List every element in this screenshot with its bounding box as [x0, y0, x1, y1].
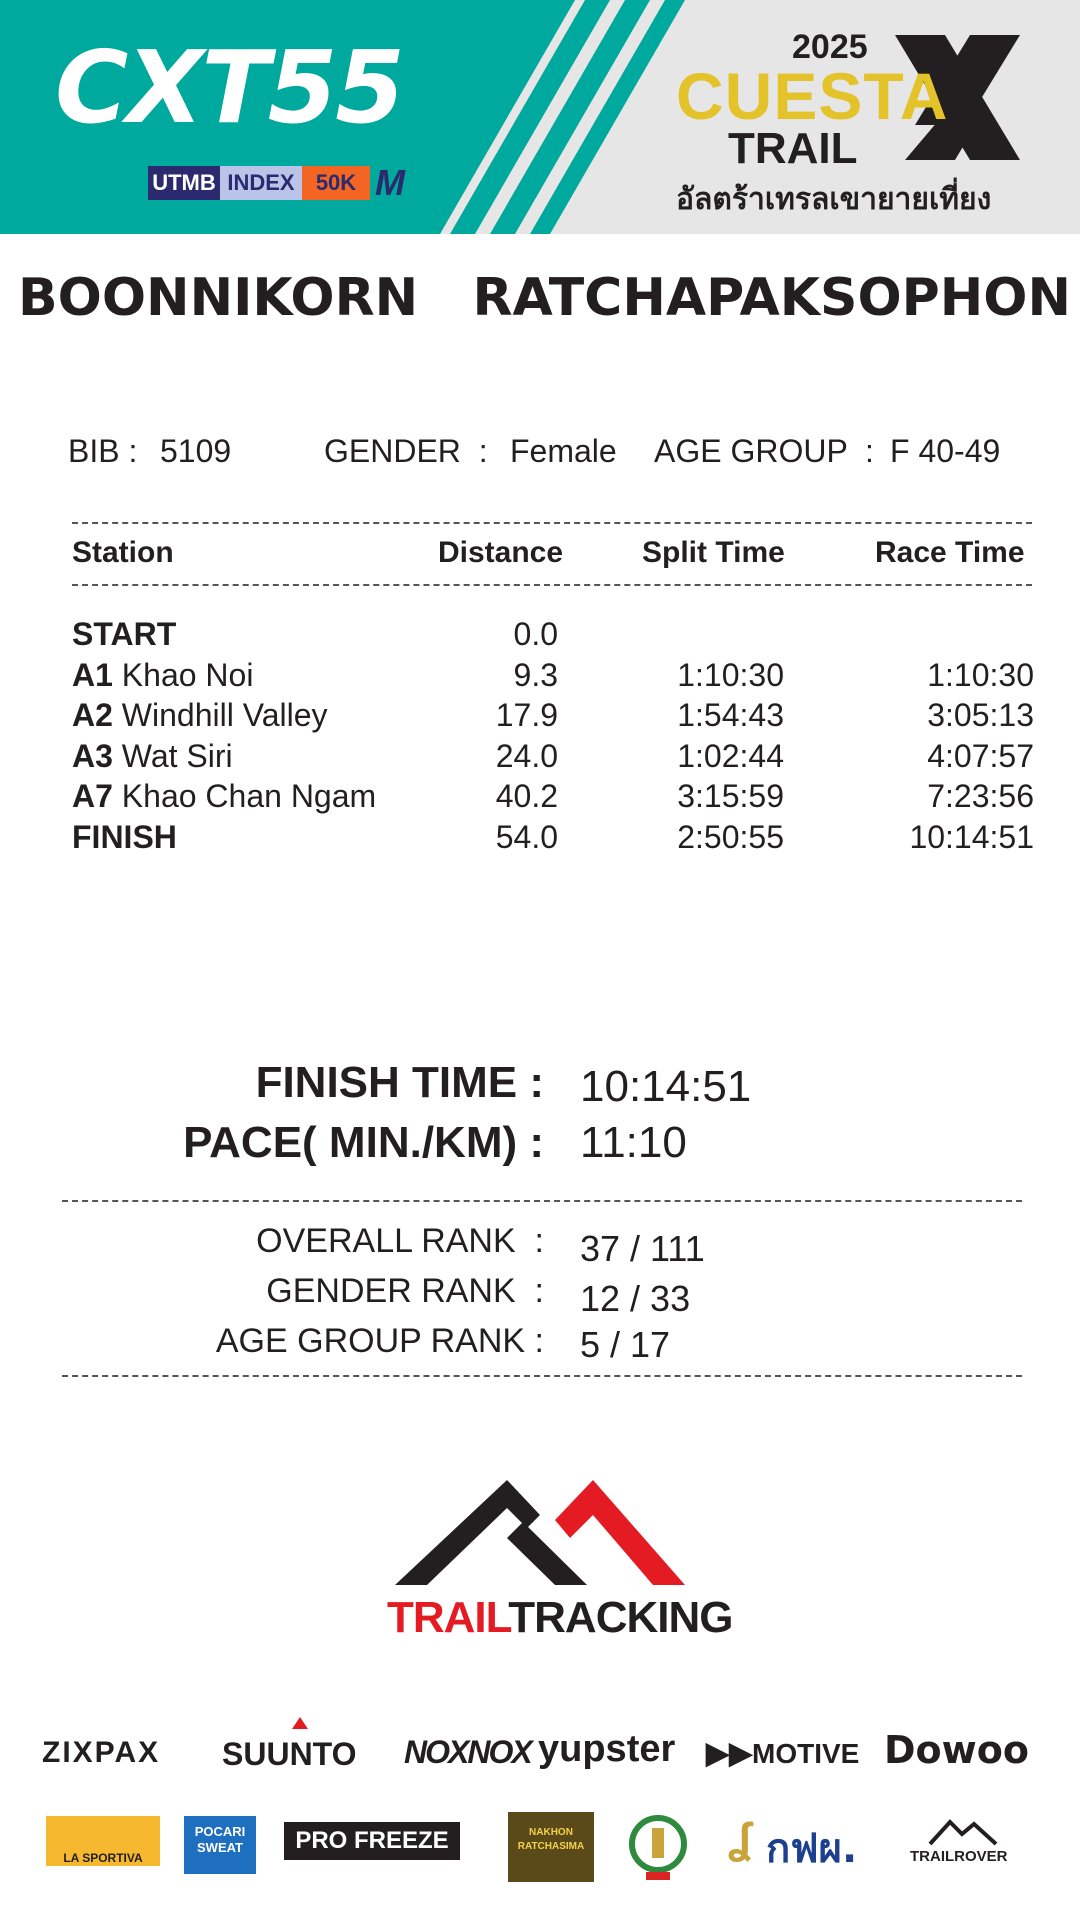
race-time-cell: 7:23:56 — [927, 778, 1034, 814]
station-cell — [72, 697, 328, 734]
sponsor-dowoo-logo: Dowoo — [884, 1728, 1029, 1772]
sponsor-noxnox-logo: NOXNOX — [404, 1734, 531, 1770]
distance-cell: 40.2 — [495, 778, 558, 814]
split-time-cell: 1:02:44 — [677, 738, 784, 774]
station-code: A2 — [72, 697, 113, 733]
race-time-cell: 1:10:30 — [927, 657, 1034, 693]
station-cell — [72, 819, 177, 856]
station-code: A7 — [72, 778, 113, 814]
table-top-divider — [72, 522, 1032, 524]
gender-rank-label: GENDER RANK : — [266, 1272, 544, 1310]
age-group-value: F 40-49 — [890, 433, 1001, 469]
race-time-cell: 3:05:13 — [927, 697, 1034, 733]
station-cell — [72, 778, 376, 815]
split-time-cell: 3:15:59 — [677, 778, 784, 814]
sponsor-egat-logo: กฟผ. — [766, 1826, 858, 1872]
station-code: START — [72, 616, 177, 652]
trail-logo-text: TRAIL — [728, 124, 858, 173]
event-header — [0, 0, 1080, 234]
age-group-label: AGE GROUP : — [654, 433, 874, 469]
gender-rank-value: 12 / 33 — [580, 1278, 691, 1319]
utmb-badge: UTMB — [148, 166, 220, 200]
trailtracking-trail-text: TRAIL — [387, 1593, 509, 1642]
sponsor-nakhon-ratchasima-logo: NAKHON RATCHASIMA — [508, 1812, 594, 1882]
sponsor-yupster-logo: yupster — [538, 1728, 676, 1770]
distance-badge: 50K — [302, 166, 370, 200]
station-cell — [72, 616, 176, 653]
trailtracking-tracking-text: TRACKING — [508, 1593, 733, 1642]
sponsor-pocari-sweat-logo: POCARI SWEAT — [184, 1816, 256, 1874]
sponsor-trailrover-logo: TRAILROVER — [910, 1848, 1008, 1865]
header-split-time: Split Time — [642, 536, 785, 569]
suunto-triangle-icon — [292, 1717, 308, 1729]
header-station: Station — [72, 536, 174, 569]
distance-cell: 24.0 — [495, 738, 558, 774]
sponsor-pro-freeze-logo: PRO FREEZE — [284, 1822, 460, 1860]
race-time-cell: 4:07:57 — [927, 738, 1034, 774]
age-group-rank-label: AGE GROUP RANK : — [215, 1322, 544, 1360]
station-code: FINISH — [72, 819, 177, 855]
finish-time-label: FINISH TIME : — [255, 1058, 544, 1107]
pace-value: 11:10 — [580, 1118, 687, 1167]
sponsor-zixpax-logo: ZIXPAX — [42, 1736, 161, 1769]
distance-cell: 17.9 — [495, 697, 558, 733]
bib-number: 5109 — [160, 433, 232, 469]
finish-time-value: 10:14:51 — [580, 1062, 752, 1111]
rank-bottom-divider — [62, 1375, 1022, 1377]
distance-cell: 0.0 — [513, 616, 558, 652]
provincial-emblem-icon — [628, 1806, 688, 1882]
distance-cell: 54.0 — [495, 819, 558, 855]
station-name: Khao Noi — [112, 657, 254, 693]
gender-label: GENDER : — [324, 433, 488, 469]
station-name: Windhill Valley — [112, 697, 328, 733]
overall-rank-value: 37 / 111 — [580, 1228, 705, 1269]
motive-icon: ▶▶ — [706, 1737, 753, 1770]
station-name: Wat Siri — [112, 738, 233, 774]
overall-rank-label: OVERALL RANK : — [256, 1222, 544, 1260]
station-cell — [72, 657, 253, 694]
table-header-divider — [72, 584, 1032, 586]
station-cell — [72, 738, 233, 775]
sponsor-motive-logo: MOTIVE — [752, 1738, 860, 1769]
sponsor-la-sportiva-logo: LA SPORTIVA — [46, 1816, 160, 1866]
gender-value: Female — [510, 433, 617, 469]
egat-flame-icon: ʆ — [728, 1814, 752, 1863]
cxt55-logo: CXT55 — [55, 29, 403, 146]
trailrover-mountain-icon — [928, 1818, 998, 1846]
distance-cell: 9.3 — [513, 657, 558, 693]
cuesta-logo-text: CUESTA — [676, 59, 949, 133]
index-badge: INDEX — [220, 166, 302, 200]
header-race-time: Race Time — [875, 536, 1025, 569]
trailtracking-logo — [387, 1593, 732, 1643]
split-time-cell: 2:50:55 — [677, 819, 784, 855]
station-code: A3 — [72, 738, 113, 774]
split-time-cell: 1:10:30 — [677, 657, 784, 693]
split-time-cell: 1:54:43 — [677, 697, 784, 733]
bib-label: BIB : — [68, 433, 138, 469]
thai-tagline: อัลตร้าเทรลเขายายเที่ยง — [676, 183, 992, 216]
event-year: 2025 — [792, 28, 868, 66]
age-group-rank-value: 5 / 17 — [580, 1324, 671, 1365]
header-distance: Distance — [438, 536, 564, 569]
station-code: A1 — [72, 657, 113, 693]
rank-top-divider — [62, 1200, 1022, 1202]
station-name: Khao Chan Ngam — [112, 778, 377, 814]
runner-name: BOONNIKORN RATCHAPAKSOPHON — [18, 268, 1071, 328]
race-time-cell: 10:14:51 — [909, 819, 1034, 855]
sponsor-suunto-logo: SUUNTO — [222, 1736, 357, 1772]
pace-label: PACE( MIN./KM) : — [183, 1118, 544, 1167]
trailtracking-mountain-icon — [395, 1480, 685, 1590]
utmb-m-icon: M — [375, 162, 405, 203]
